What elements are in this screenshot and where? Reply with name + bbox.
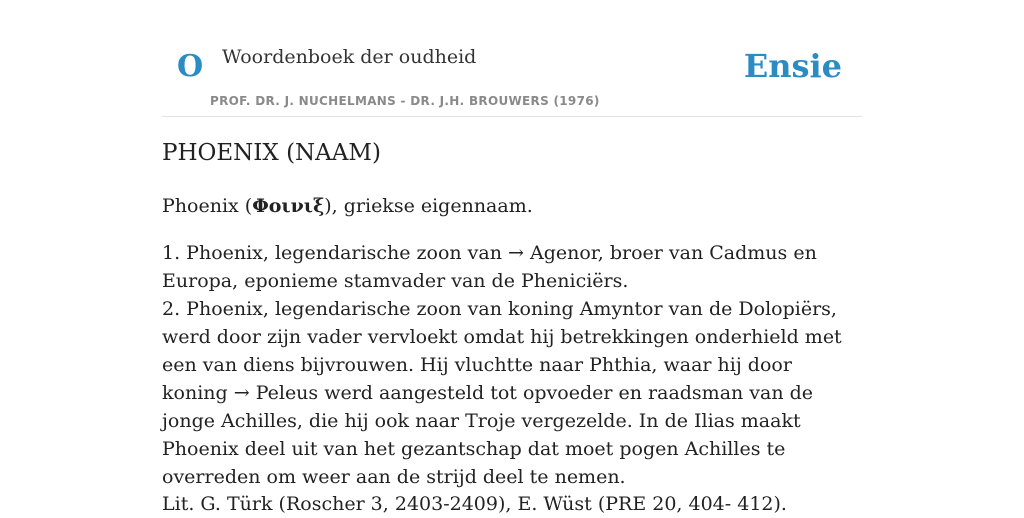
intro-prefix: Phoenix ( bbox=[162, 195, 253, 217]
xref-agenor-link[interactable] bbox=[508, 242, 598, 264]
entry-intro bbox=[162, 192, 862, 220]
page bbox=[162, 0, 862, 515]
p2-text-a: 2. Phoenix, legendarische zoon van koning Amyntor van de Dolopiërs, werd door zijn vader vervloekt omdat hij betrekkingen onderhield met een van diens bijvrouwen. Hij vluchtte naar Phthia, waar hij door koning bbox=[162, 298, 842, 404]
p2-text-b: werd aangesteld tot opvoeder en raadsman van de jonge Achilles, die hij ook naar Troje vergezelde. In de Ilias maakt Phoenix deel uit van het gezantschap dat moet pogen Achilles te overreden om weer aan de strijd deel te nemen. bbox=[162, 382, 814, 488]
xref-peleus-link[interactable] bbox=[234, 382, 318, 404]
arrow-right-icon: → bbox=[508, 242, 524, 264]
intro-suffix: ), griekse eigennaam. bbox=[324, 195, 533, 217]
greek-name: Φοινιξ bbox=[252, 195, 325, 217]
book-logo-icon[interactable]: O bbox=[177, 49, 204, 84]
xref-agenor-label: Agenor bbox=[529, 242, 598, 264]
header bbox=[162, 0, 862, 117]
entry-title: PHOENIX (NAAM) bbox=[162, 140, 381, 166]
xref-peleus-label: Peleus bbox=[255, 382, 319, 404]
book-authors: PROF. DR. J. NUCHELMANS - DR. J.H. BROUWERS (1976) bbox=[210, 94, 600, 108]
arrow-right-icon: → bbox=[233, 382, 250, 404]
ensie-logo[interactable]: Ensie bbox=[743, 47, 842, 85]
literature-reference: Lit. G. Türk (Roscher 3, 2403-2409), E. Wüst (PRE 20, 404- 412). bbox=[162, 493, 787, 515]
p1-text-a: 1. Phoenix, legendarische zoon van bbox=[162, 242, 509, 264]
entry-body bbox=[162, 239, 862, 491]
book-title-link[interactable]: Woordenboek der oudheid bbox=[222, 46, 477, 68]
p1-text-b: , broer van Cadmus en Europa, eponieme stamvader van de Pheniciërs. bbox=[162, 242, 817, 292]
